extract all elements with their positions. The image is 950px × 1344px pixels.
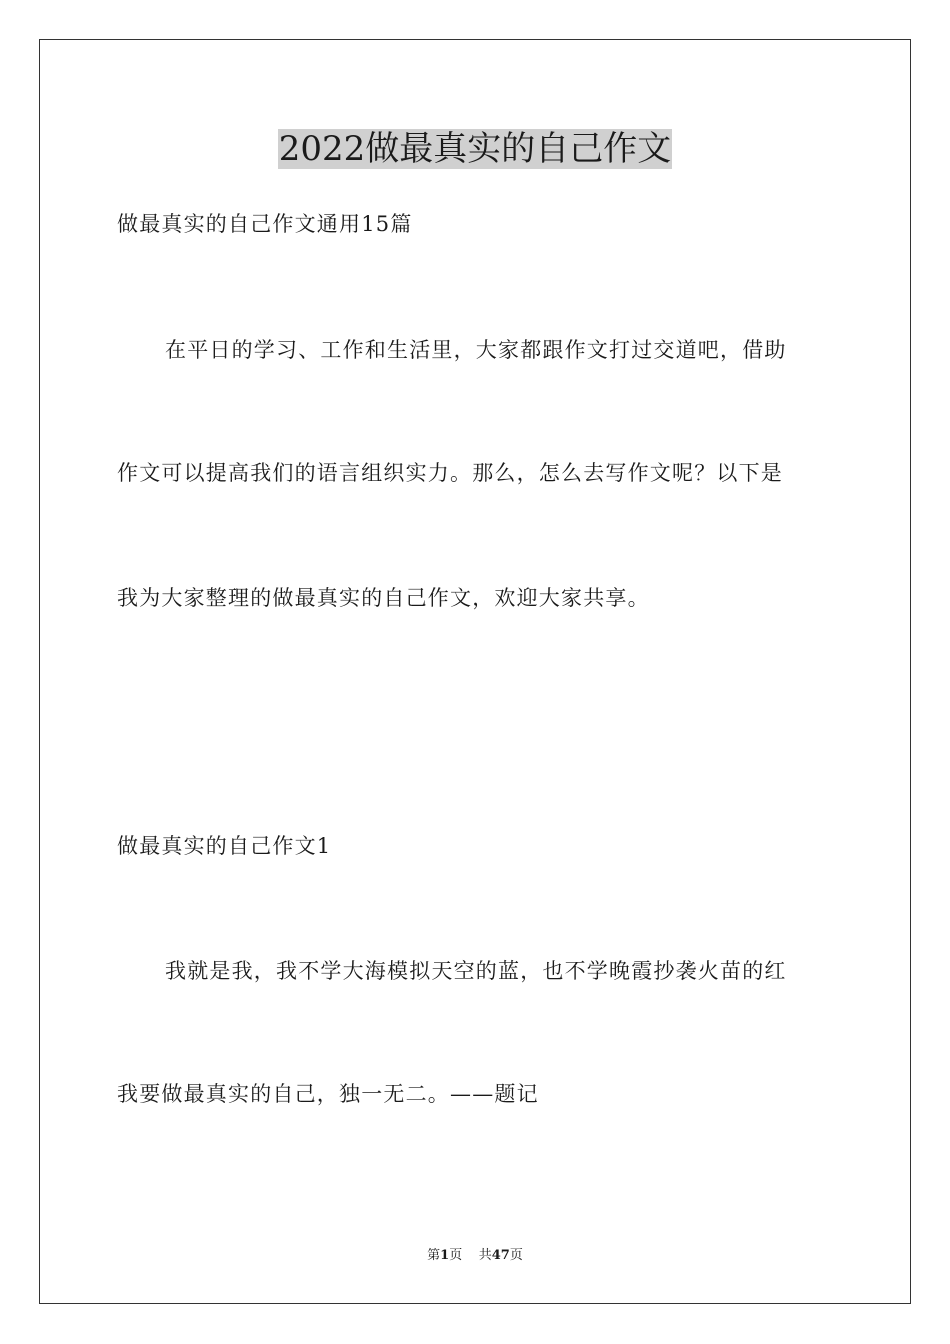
page-prefix: 第 bbox=[427, 1248, 441, 1263]
total-suffix: 页 bbox=[509, 1248, 523, 1263]
intro-line-2: 作文可以提高我们的语言组织实力。那么，怎么去写作文呢？以下是 bbox=[117, 461, 783, 485]
document-title bbox=[0, 126, 950, 172]
page-footer bbox=[0, 1247, 950, 1265]
body-line-2: 我要做最真实的自己，独一无二。——题记 bbox=[117, 1082, 539, 1106]
intro-line-3: 我为大家整理的做最真实的自己作文，欢迎大家共享。 bbox=[117, 586, 650, 610]
section-heading: 做最真实的自己作文1 bbox=[117, 834, 332, 858]
page-suffix: 页 bbox=[449, 1248, 463, 1263]
body-line-1: 我就是我，我不学大海模拟天空的蓝，也不学晚霞抄袭火苗的红 bbox=[165, 959, 787, 983]
document-subtitle: 做最真实的自己作文通用15篇 bbox=[117, 212, 413, 236]
total-prefix: 共 bbox=[478, 1248, 492, 1263]
total-pages: 47 bbox=[491, 1248, 510, 1263]
intro-line-1: 在平日的学习、工作和生活里，大家都跟作文打过交道吧，借助 bbox=[165, 338, 787, 362]
page-number: 1 bbox=[440, 1248, 450, 1263]
document-title-text: 2022做最真实的自己作文 bbox=[278, 129, 672, 169]
